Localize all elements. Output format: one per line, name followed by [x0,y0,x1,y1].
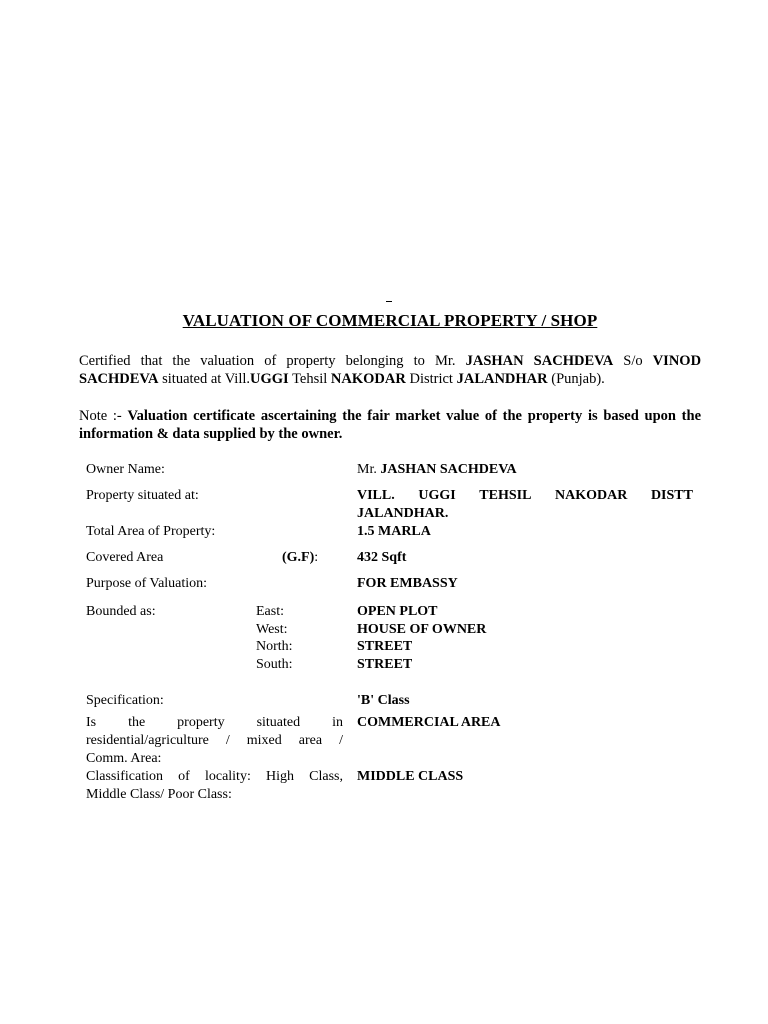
specification-value: 'B' Class [357,693,410,708]
note-paragraph [79,407,701,443]
intro-so: S/o [623,353,643,369]
intro-text-2: situated at Vill. [162,371,251,387]
area-type-line-1 [86,714,343,732]
floor-code: (G.F) [282,550,315,565]
floor-colon: : [314,550,319,565]
bound-value-north: STREET [357,639,413,654]
area-type-line-3: Comm. Area: [86,751,162,766]
intro-text-5: (Punjab). [551,371,605,387]
owner-name-value [357,461,517,479]
document-title: VALUATION OF COMMERCIAL PROPERTY / SHOP [182,311,598,330]
bound-value-south: STREET [357,657,413,672]
bound-direction-south: South: [256,657,293,672]
locality-value: MIDDLE CLASS [357,769,464,784]
total-area-value: 1.5 MARLA [357,524,431,539]
area-type-line-2: residential/agriculture / mixed area / [86,733,343,748]
owner-prefix: Mr. [357,462,377,477]
note-text: Valuation certificate ascertaining the fair market value of the property is based upon the information & data supplied by the owner. [79,408,702,442]
father-last-name: SACHDEVA [79,371,159,387]
area-type-label [86,714,343,768]
total-area-label: Total Area of Property: [86,524,216,539]
situated-word: VILL. [357,488,395,503]
owner-name-inline: JASHAN SACHDEVA [465,353,614,369]
area-type-word: in [332,715,343,730]
area-type-value: COMMERCIAL AREA [357,715,501,730]
situated-line-2: JALANDHAR. [357,506,449,521]
area-type-word: Is [86,715,97,730]
decorative-tick-mark [386,301,392,302]
area-type-word: property [177,715,225,730]
bounded-label: Bounded as: [86,604,156,619]
purpose-value: FOR EMBASSY [357,576,458,591]
situated-label: Property situated at: [86,488,199,503]
village-name: UGGI [250,371,289,387]
situated-value [357,487,693,523]
locality-line-1: Classification of locality: High Class, [86,769,343,784]
area-type-word: situated [256,715,301,730]
purpose-label: Purpose of Valuation: [86,576,208,591]
bound-direction-north: North: [256,639,293,654]
bound-value-east: OPEN PLOT [357,604,438,619]
situated-line-1 [357,487,693,505]
bound-direction-west: West: [256,622,288,637]
area-type-word: the [128,715,146,730]
owner-name: JASHAN SACHDEVA [380,462,517,477]
situated-word: UGGI [418,488,456,503]
intro-text-1: Certified that the valuation of property belonging to Mr. [79,353,456,369]
intro-text-3: Tehsil [292,371,328,387]
covered-area-floor [282,549,318,567]
locality-line-2: Middle Class/ Poor Class: [86,787,232,802]
bound-value-west: HOUSE OF OWNER [357,622,487,637]
certification-paragraph [79,352,701,388]
father-first-name: VINOD [652,353,702,369]
note-label: Note :- [79,408,122,424]
covered-area-value: 432 Sqft [357,550,407,565]
situated-word: TEHSIL [479,488,532,503]
district-name: JALANDHAR [456,371,548,387]
situated-word: NAKODAR [555,488,628,503]
situated-word: DISTT [650,488,693,503]
owner-name-label: Owner Name: [86,462,165,477]
locality-label [86,768,343,804]
intro-text-4: District [409,371,453,387]
covered-area-label: Covered Area [86,550,164,565]
bound-direction-east: East: [256,604,284,619]
tehsil-name: NAKODAR [330,371,406,387]
specification-label: Specification: [86,693,164,708]
